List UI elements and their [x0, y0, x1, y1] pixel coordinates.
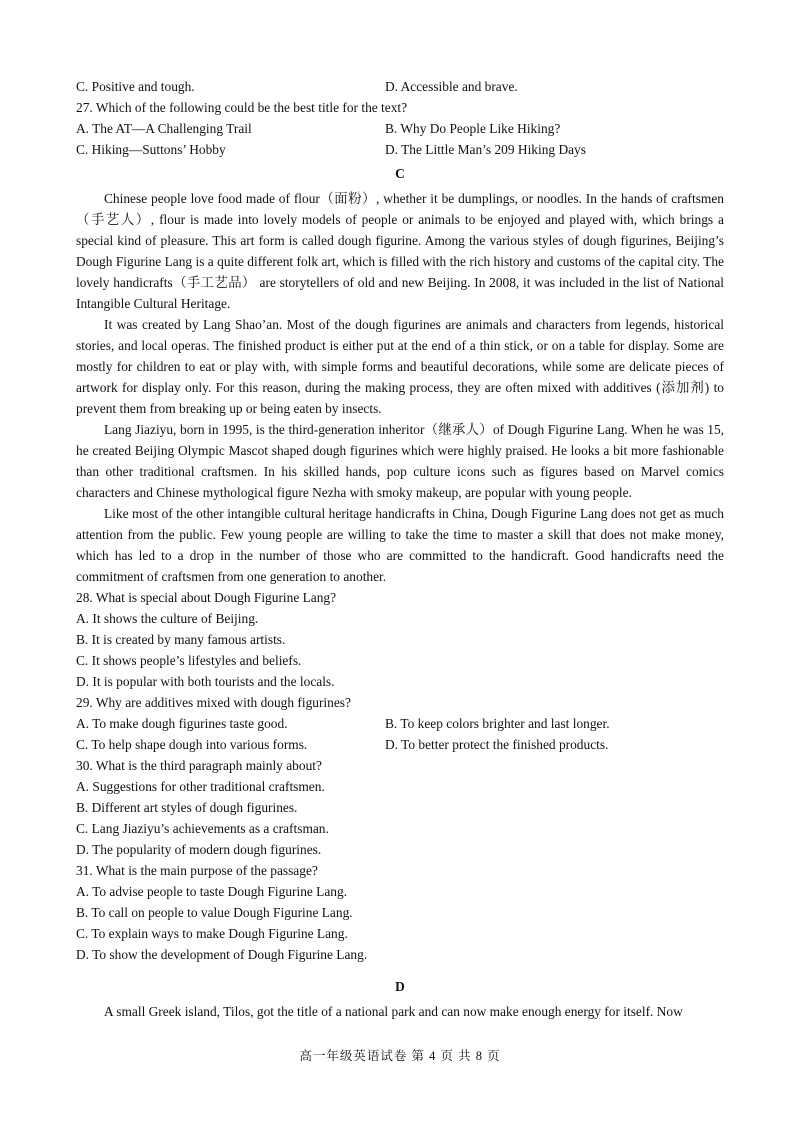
q31-option-a: A. To advise people to taste Dough Figurine Lang.: [76, 884, 348, 899]
q29-option-d: D. To better protect the finished products.: [385, 737, 609, 752]
q28-question: 28. What is special about Dough Figurine Lang?: [76, 590, 337, 605]
q27-option-b: B. Why Do People Like Hiking?: [385, 121, 561, 136]
q31-question: 31. What is the main purpose of the passage?: [76, 863, 318, 878]
q27-option-a: A. The AT—A Challenging Trail: [76, 121, 252, 136]
q27-options-row-2: [76, 139, 724, 160]
q28-option-b: B. It is created by many famous artists.: [76, 632, 286, 647]
section-c-paragraph-1: Chinese people love food made of flour（面粉）, whether it be dumplings, or noodles. In the hands of craftsmen（手艺人）, flour is made into lovely models of people or animals to be enjoyed and played with, which brings a special kind of pleasure. This art form is called dough figurine. Among the various styles of dough figurines, Beijing’s Dough Figurine Lang is a quite different folk art, which is filled with the rich history and customs of the capital city. The lovely handicrafts（手工艺品） are storytellers of old and new Beijing. In 2008, it was included in the list of National Intangible Cultural Heritage.: [76, 191, 724, 311]
q29-option-c: C. To help shape dough into various forms.: [76, 737, 308, 752]
q31-option-c: C. To explain ways to make Dough Figurine Lang.: [76, 926, 348, 941]
page-footer: 高一年级英语试卷 第 4 页 共 8 页: [299, 1049, 501, 1063]
q30-question: 30. What is the third paragraph mainly about?: [76, 758, 322, 773]
section-c-paragraph-3: Lang Jiaziyu, born in 1995, is the third-generation inheritor（继承人）of Dough Figurine Lang. When he was 15, he created Beijing Olympic Mascot shaped dough figurines which were highly praised. He looks a bit more fashionable than other traditional craftsmen. In his skilled hands, pop culture icons such as figures based on Marvel comics characters and Chinese mythological figure Nezha with smoky makeup, are popular with young people.: [76, 422, 724, 500]
q30-option-a: A. Suggestions for other traditional craftsmen.: [76, 779, 325, 794]
q27-option-d: D. The Little Man’s 209 Hiking Days: [385, 142, 586, 157]
q31-option-d: D. To show the development of Dough Figurine Lang.: [76, 947, 368, 962]
q27-options-row-1: [76, 118, 724, 139]
q29-option-a: A. To make dough figurines taste good.: [76, 716, 288, 731]
section-d-heading: D: [395, 979, 405, 994]
q28-option-d: D. It is popular with both tourists and the locals.: [76, 674, 335, 689]
q27-option-c: C. Hiking—Suttons’ Hobby: [76, 142, 226, 157]
q29-options-row-1: [76, 713, 724, 734]
q29-option-b: B. To keep colors brighter and last longer.: [385, 716, 610, 731]
q26-option-d: D. Accessible and brave.: [385, 79, 518, 94]
q29-question: 29. Why are additives mixed with dough figurines?: [76, 695, 351, 710]
q30-option-c: C. Lang Jiaziyu’s achievements as a craftsman.: [76, 821, 329, 836]
q26-options-row: [76, 76, 724, 97]
q26-option-c: C. Positive and tough.: [76, 79, 195, 94]
q30-option-b: B. Different art styles of dough figurines.: [76, 800, 298, 815]
q31-option-b: B. To call on people to value Dough Figurine Lang.: [76, 905, 353, 920]
section-c-paragraph-4: Like most of the other intangible cultural heritage handicrafts in China, Dough Figurine Lang does not get as much attention from the public. Few young people are willing to take the time to master a skill that does not make money, which has led to a drop in the number of those who are committed to the handicraft. Good handicrafts need the commitment of craftsmen from one generation to another.: [76, 506, 724, 584]
section-c-paragraph-2: It was created by Lang Shao’an. Most of the dough figurines are animals and characters from legends, historical stories, and local operas. The finished product is either put at the end of a thin stick, or on a table for display. Some are mostly for children to eat or play with, with simple forms and beautiful decorations, while some are delicate pieces of artwork for display only. For this reason, during the making process, they are often mixed with additives (添加剂) to prevent them from breaking up or being eaten by insects.: [76, 317, 724, 416]
section-d-first-line: A small Greek island, Tilos, got the title of a national park and can now make enough energy for itself. Now: [104, 1004, 683, 1019]
q29-options-row-2: [76, 734, 724, 755]
section-c-heading: C: [395, 166, 405, 181]
q28-option-c: C. It shows people’s lifestyles and beliefs.: [76, 653, 302, 668]
q28-option-a: A. It shows the culture of Beijing.: [76, 611, 259, 626]
q30-option-d: D. The popularity of modern dough figurines.: [76, 842, 322, 857]
q27-question: 27. Which of the following could be the best title for the text?: [76, 100, 408, 115]
exam-page: [76, 76, 724, 1022]
